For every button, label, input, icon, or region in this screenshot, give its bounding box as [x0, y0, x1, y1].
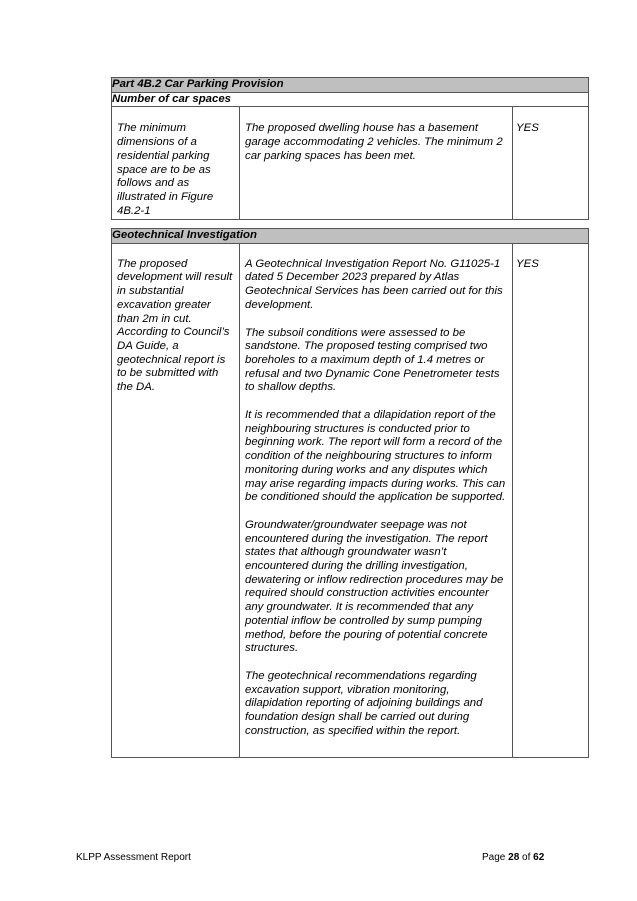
footer-page-number	[482, 852, 544, 864]
response-paragraph: The geotechnical recommendations regarding excavation support, vibration monitoring, dilapidation reporting of adjoining buildings and foundation design shall be carried out during construction, as specified within the report.	[245, 669, 483, 737]
section-title: Part 4B.2 Car Parking Provision	[112, 78, 589, 93]
requirement-cell: The proposed development will result in substantial excavation greater than 2m in cut. According to Council’s DA Guide, a geotechnical report is to be submitted with the DA.	[112, 243, 240, 757]
car-parking-table	[111, 77, 589, 220]
requirement-cell: The minimum dimensions of a residential parking space are to be as follows and as illustrated in Figure 4B.2-1	[112, 107, 240, 220]
footer-report-title: KLPP Assessment Report	[76, 852, 191, 863]
compliance-cell: YES	[513, 243, 589, 757]
section-header-row	[112, 78, 589, 93]
response-cell: The proposed dwelling house has a basement garage accommodating 2 vehicles. The minimum 2 car parking spaces has been met.	[240, 107, 513, 220]
section-subheader-row	[112, 92, 589, 107]
section-title: Geotechnical Investigation	[112, 229, 589, 244]
geotechnical-table	[111, 228, 589, 758]
page-current: 28	[508, 852, 520, 863]
page-of: of	[519, 852, 534, 863]
response-paragraph: A Geotechnical Investigation Report No. G11025-1 dated 5 December 2023 prepared by Atlas Geotechnical Services has been carried out for this development.	[245, 257, 503, 311]
table-row	[112, 107, 589, 220]
page-total: 62	[533, 852, 545, 863]
response-cell	[240, 243, 513, 757]
response-paragraph: The subsoil conditions were assessed to be sandstone. The proposed testing comprised two boreholes to a maximum depth of 1.4 metres or refusal and two Dynamic Cone Penetrometer tests to shallow depths.	[245, 326, 500, 394]
section-subtitle: Number of car spaces	[112, 92, 589, 107]
response-paragraph: Groundwater/groundwater seepage was not encountered during the investigation. The report states that although groundwater wasn’t encountered during the drilling investigation, dewatering or inflow redirection procedures may be required should construction activities encounter any groundwater. It is recommended that any potential inflow be controlled by sump pumping method, before the pouring of potential concrete structures.	[245, 518, 504, 655]
page-prefix: Page	[482, 852, 509, 863]
compliance-cell: YES	[513, 107, 589, 220]
table-row	[112, 243, 589, 757]
section-header-row	[112, 229, 589, 244]
response-paragraph: It is recommended that a dilapidation report of the neighbouring structures is conducted prior to beginning work. The report will form a record of the condition of the neighbouring structures to inform monitoring during works and any disputes which may arise regarding impacts during works. This can be conditioned should the application be supported.	[245, 409, 506, 504]
